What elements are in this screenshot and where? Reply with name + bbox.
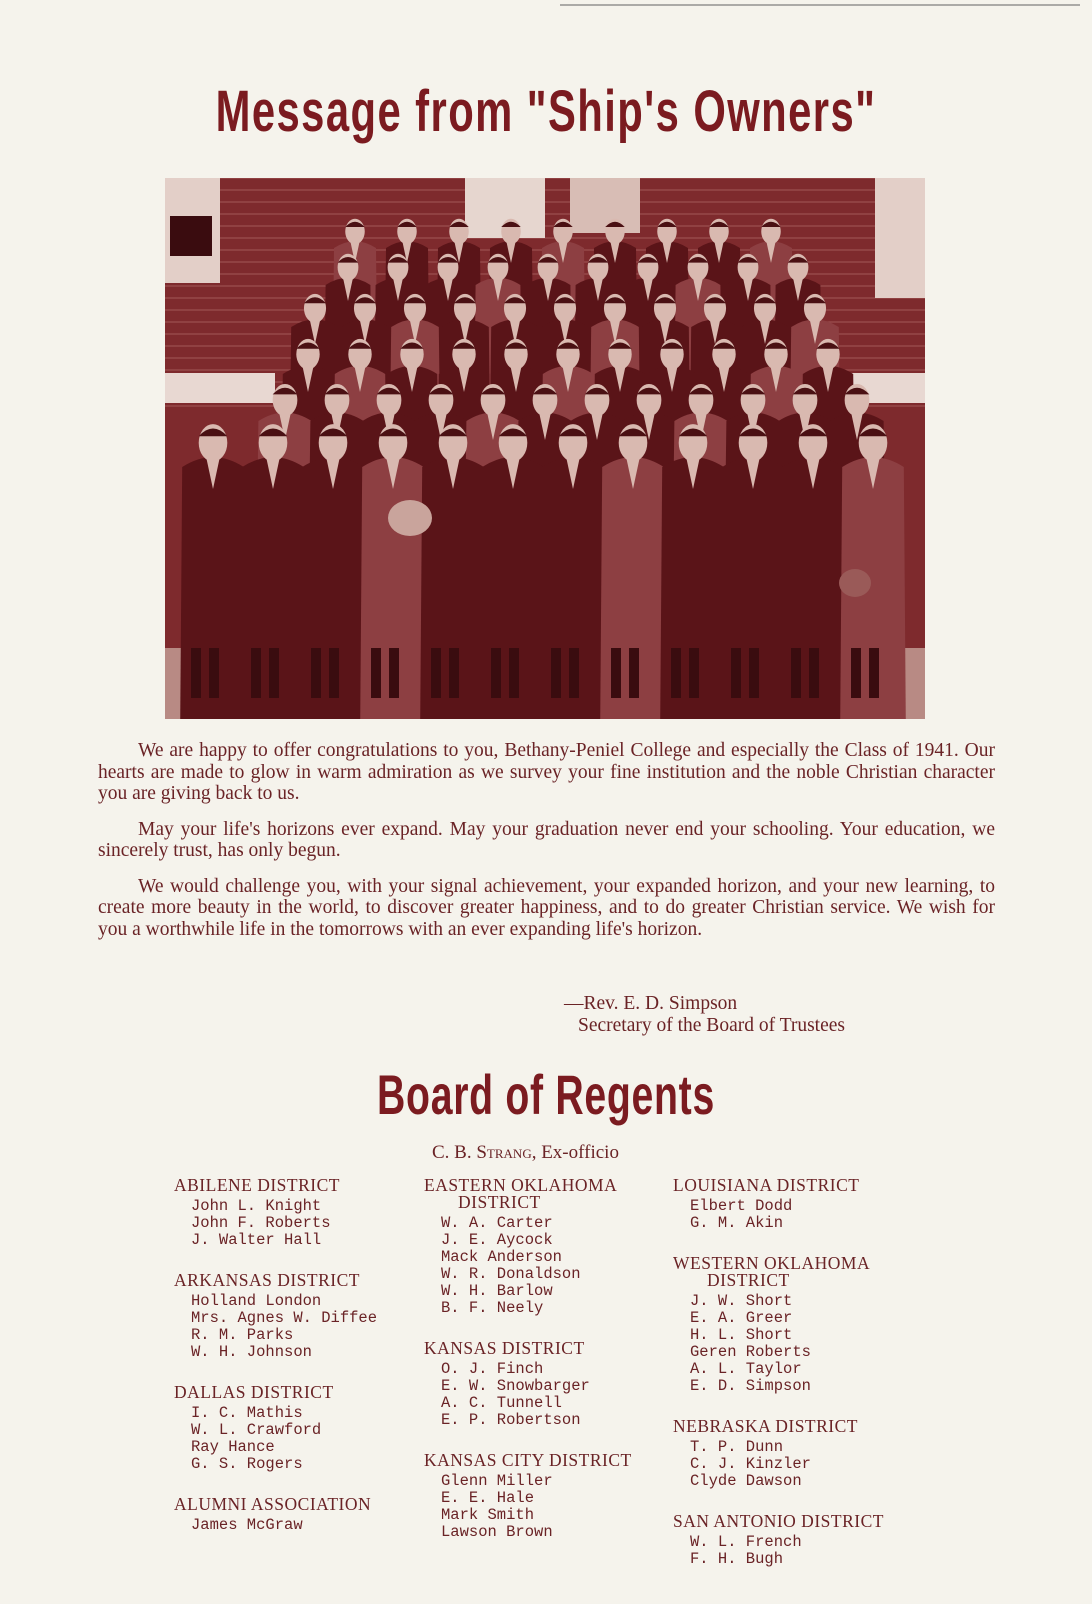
signature — [564, 993, 845, 1036]
district-block — [174, 1496, 377, 1534]
exofficio-line — [432, 1142, 619, 1164]
district-block — [673, 1177, 884, 1232]
window — [875, 178, 925, 298]
regent-name-list — [441, 1473, 632, 1541]
regent-name: Geren Roberts — [690, 1343, 811, 1361]
regents-column-2 — [424, 1177, 632, 1564]
group-photo — [165, 178, 925, 719]
regent-name: F. H. Bugh — [690, 1550, 784, 1568]
person-leg — [851, 648, 861, 698]
district-heading-line2: DISTRICT — [458, 1192, 541, 1212]
regent-name: C. J. Kinzler — [690, 1455, 811, 1473]
regent-name: John L. Knight — [191, 1197, 322, 1215]
district-heading: WESTERN OKLAHOMA — [673, 1253, 871, 1273]
person-leg — [551, 648, 561, 698]
regent-name: B. F. Neely — [441, 1299, 544, 1317]
district-block — [673, 1513, 884, 1568]
person-leg — [431, 648, 441, 698]
person-leg — [209, 648, 219, 698]
regent-name-list — [191, 1198, 377, 1249]
exofficio-suffix: , Ex-officio — [531, 1142, 619, 1163]
person-leg — [491, 648, 501, 698]
district-heading: SAN ANTONIO DISTRICT — [673, 1511, 884, 1531]
hat — [839, 569, 871, 597]
regent-name: Holland London — [191, 1292, 322, 1310]
hat — [388, 500, 432, 536]
regent-name: W. R. Donaldson — [441, 1265, 581, 1283]
regent-name: A. L. Taylor — [690, 1360, 802, 1378]
signature-title: Secretary of the Board of Trustees — [578, 1014, 845, 1036]
message-paragraph-2: May your life's horizons ever expand. May your graduation never end your schooling. Your education, we sincerely trust, has only begun. — [98, 818, 995, 861]
regent-name: W. L. Crawford — [191, 1421, 322, 1439]
message-paragraph-3: We would challenge you, with your signal achievement, your expanded horizon, and your new learning, to create more beauty in the world, to discover greater happiness, and to do greater Christian service. We wish for you a worthwhile life in the tomorrows with an ever expanding life's horizon. — [98, 875, 995, 940]
regent-name-list — [191, 1517, 377, 1534]
regent-name-list — [690, 1534, 884, 1568]
person-leg — [629, 648, 639, 698]
district-block — [174, 1384, 377, 1473]
regent-name-list — [690, 1439, 884, 1490]
exofficio-name-surname: Strang — [476, 1142, 532, 1163]
district-block — [424, 1340, 632, 1429]
regent-name-list — [191, 1293, 377, 1361]
porch-rail — [165, 373, 275, 403]
regent-name: J. Walter Hall — [191, 1231, 322, 1249]
person-leg — [869, 648, 879, 698]
district-heading: ABILENE DISTRICT — [174, 1175, 340, 1195]
regent-name: R. M. Parks — [191, 1326, 294, 1344]
regent-name: James McGraw — [191, 1516, 303, 1534]
district-block — [673, 1255, 884, 1395]
regent-name: T. P. Dunn — [690, 1438, 784, 1456]
window-pane — [170, 216, 212, 256]
regent-name: Elbert Dodd — [690, 1197, 793, 1215]
regent-name-list — [191, 1405, 377, 1473]
person-leg — [311, 648, 321, 698]
regent-name: Mark Smith — [441, 1506, 535, 1524]
person-leg — [689, 648, 699, 698]
person-leg — [191, 648, 201, 698]
person-leg — [749, 648, 759, 698]
regent-name: Clyde Dawson — [690, 1472, 802, 1490]
regents-title: Board of Regents — [377, 1063, 715, 1126]
regent-name: W. A. Carter — [441, 1214, 553, 1232]
regent-name: Glenn Miller — [441, 1472, 553, 1490]
page-title: Message from "Ship's Owners" — [215, 79, 877, 144]
district-heading: ALUMNI ASSOCIATION — [174, 1494, 372, 1514]
regent-name: O. J. Finch — [441, 1360, 544, 1378]
regent-name: E. W. Snowbarger — [441, 1377, 590, 1395]
regent-name: W. H. Johnson — [191, 1343, 312, 1361]
district-heading-line2: DISTRICT — [707, 1270, 790, 1290]
person-leg — [731, 648, 741, 698]
message-paragraph-1: We are happy to offer congratulations to you, Bethany-Peniel College and especially the Class of 1941. Our hearts are made to glow in warm admiration as we survey your fine institution and the noble Christian character you are giving back to us. — [98, 740, 995, 804]
regent-name: W. L. French — [690, 1533, 802, 1551]
regents-column-1 — [174, 1177, 377, 1557]
regent-name: E. P. Robertson — [441, 1411, 581, 1429]
district-heading: KANSAS DISTRICT — [424, 1338, 585, 1358]
regent-name-list — [441, 1215, 632, 1317]
group-photo-illustration — [165, 178, 925, 719]
regent-name: E. D. Simpson — [690, 1377, 811, 1395]
person-leg — [269, 648, 279, 698]
regent-name: J. E. Aycock — [441, 1231, 553, 1249]
district-heading: KANSAS CITY DISTRICT — [424, 1450, 632, 1470]
district-block — [673, 1418, 884, 1490]
person-leg — [329, 648, 339, 698]
person-leg — [449, 648, 459, 698]
district-heading: LOUISIANA DISTRICT — [673, 1175, 860, 1195]
message-body — [98, 740, 995, 954]
person-leg — [251, 648, 261, 698]
regent-name: A. C. Tunnell — [441, 1394, 562, 1412]
regent-name: H. L. Short — [690, 1326, 793, 1344]
district-block — [424, 1177, 632, 1317]
district-heading: DALLAS DISTRICT — [174, 1382, 334, 1402]
regent-name: E. A. Greer — [690, 1309, 793, 1327]
regent-name: Ray Hance — [191, 1438, 275, 1456]
district-block — [174, 1272, 377, 1361]
person-leg — [389, 648, 399, 698]
district-heading: ARKANSAS DISTRICT — [174, 1270, 360, 1290]
regent-name: Lawson Brown — [441, 1523, 553, 1541]
top-rule — [560, 4, 1080, 6]
district-block — [174, 1177, 377, 1249]
exofficio-name-prefix: C. B. — [432, 1142, 477, 1163]
regent-name: Mack Anderson — [441, 1248, 562, 1266]
regent-name: G. S. Rogers — [191, 1455, 303, 1473]
district-heading: NEBRASKA DISTRICT — [673, 1416, 858, 1436]
person-leg — [509, 648, 519, 698]
regent-name: W. H. Barlow — [441, 1282, 553, 1300]
district-block — [424, 1452, 632, 1541]
regent-name: I. C. Mathis — [191, 1404, 303, 1422]
person-leg — [611, 648, 621, 698]
regent-name: G. M. Akin — [690, 1214, 784, 1232]
person-leg — [809, 648, 819, 698]
district-heading: EASTERN OKLAHOMA — [424, 1175, 618, 1195]
regent-name: Mrs. Agnes W. Diffee — [191, 1309, 378, 1327]
person-leg — [371, 648, 381, 698]
regent-name: J. W. Short — [690, 1292, 793, 1310]
regent-name-list — [690, 1198, 884, 1232]
regent-name: E. E. Hale — [441, 1489, 535, 1507]
regent-name-list — [690, 1293, 884, 1395]
regent-name-list — [441, 1361, 632, 1429]
person-leg — [671, 648, 681, 698]
person-leg — [569, 648, 579, 698]
regents-column-3 — [673, 1177, 884, 1591]
person-leg — [791, 648, 801, 698]
regent-name: John F. Roberts — [191, 1214, 331, 1232]
window — [570, 178, 640, 233]
signature-name: —Rev. E. D. Simpson — [564, 993, 738, 1014]
